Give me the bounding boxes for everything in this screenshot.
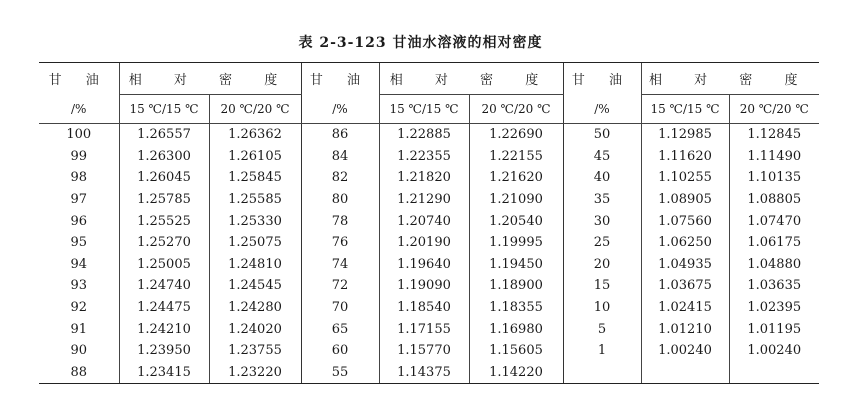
density-20-cell: 1.15605 (469, 340, 563, 362)
table-row (39, 167, 819, 189)
density-15-cell: 1.25005 (119, 254, 209, 276)
glycerol-header-2: 甘 油 (301, 63, 379, 95)
glycerol-pct-cell: 5 (563, 318, 641, 340)
glycerol-pct-cell: 30 (563, 210, 641, 232)
density-15-cell: 1.03675 (641, 275, 729, 297)
table-body (39, 124, 819, 384)
glycerol-pct-cell: 10 (563, 297, 641, 319)
glycerol-pct-cell: 65 (301, 318, 379, 340)
density-15-cell: 1.22355 (379, 146, 469, 168)
table-row (39, 146, 819, 168)
density-15-cell: 1.01210 (641, 318, 729, 340)
glycerol-pct-cell: 93 (70, 278, 88, 294)
density-20-cell: 1.14220 (469, 362, 563, 384)
density-15-cell: 1.18540 (379, 297, 469, 319)
glycerol-pct-cell: 80 (301, 189, 379, 211)
density-20-cell: 1.24545 (209, 275, 301, 297)
density-15-cell: 1.23415 (119, 362, 209, 384)
glycerol-pct-cell: 97 (70, 192, 88, 208)
table-row (39, 340, 819, 362)
glycerol-pct-cell: 98 (70, 170, 88, 186)
density-20-cell: 1.02395 (729, 297, 819, 319)
glycerol-header-1: 甘 油 (39, 63, 119, 95)
table-row (39, 189, 819, 211)
density-20-cell: 1.23755 (209, 340, 301, 362)
col-20-20-header-3: 20 ℃/20 ℃ (729, 95, 819, 124)
density-20-cell: 1.21620 (469, 167, 563, 189)
glycerol-pct-cell: 78 (301, 210, 379, 232)
density-15-cell: 1.25270 (119, 232, 209, 254)
table-row (39, 362, 819, 384)
glycerol-pct-cell: 1 (563, 340, 641, 362)
density-20-cell: 1.18355 (469, 297, 563, 319)
density-20-cell: 1.23220 (209, 362, 301, 384)
glycerol-pct-cell: 84 (301, 146, 379, 168)
density-15-cell: 1.04935 (641, 254, 729, 276)
density-20-cell: 1.04880 (729, 254, 819, 276)
density-15-cell: 1.06250 (641, 232, 729, 254)
glycerol-pct-cell (563, 362, 641, 384)
glycerol-pct-cell: 70 (301, 297, 379, 319)
glycerol-pct-cell: 55 (301, 362, 379, 384)
glycerol-pct-cell: 20 (563, 254, 641, 276)
density-20-cell: 1.08805 (729, 189, 819, 211)
glycerol-density-table (39, 62, 819, 384)
density-20-cell: 1.10135 (729, 167, 819, 189)
density-15-cell: 1.19090 (379, 275, 469, 297)
glycerol-pct-cell: 60 (301, 340, 379, 362)
glycerol-pct-cell: 74 (301, 254, 379, 276)
density-20-cell: 1.25585 (209, 189, 301, 211)
density-15-cell: 1.26557 (119, 124, 209, 146)
table-row (39, 254, 819, 276)
glycerol-pct-cell: 15 (563, 275, 641, 297)
density-15-cell: 1.21290 (379, 189, 469, 211)
glycerol-pct-cell: 92 (70, 300, 88, 316)
table-row (39, 124, 819, 146)
glycerol-pct-cell: 96 (70, 213, 88, 229)
density-15-cell: 1.20190 (379, 232, 469, 254)
glycerol-pct-cell: 72 (301, 275, 379, 297)
density-15-cell: 1.17155 (379, 318, 469, 340)
density-20-cell: 1.16980 (469, 318, 563, 340)
density-20-cell: 1.24280 (209, 297, 301, 319)
density-15-cell (641, 362, 729, 384)
density-15-cell: 1.11620 (641, 146, 729, 168)
density-20-cell: 1.18900 (469, 275, 563, 297)
glycerol-pct-cell: 25 (563, 232, 641, 254)
density-20-cell: 1.11490 (729, 146, 819, 168)
density-15-cell: 1.24740 (119, 275, 209, 297)
density-15-cell: 1.24475 (119, 297, 209, 319)
density-15-cell: 1.12985 (641, 124, 729, 146)
glycerol-pct-cell: 40 (563, 167, 641, 189)
glycerol-pct-cell: 45 (563, 146, 641, 168)
density-20-cell: 1.06175 (729, 232, 819, 254)
density-20-cell: 1.26105 (209, 146, 301, 168)
relative-density-header-1: 相 对 密 度 (119, 63, 301, 95)
glycerol-pct-cell: 100 (66, 127, 92, 143)
table-row (39, 232, 819, 254)
density-15-cell: 1.26300 (119, 146, 209, 168)
density-20-cell (729, 362, 819, 384)
glycerol-pct-cell: 94 (70, 256, 88, 272)
density-20-cell: 1.01195 (729, 318, 819, 340)
glycerol-pct-cell: 90 (70, 343, 88, 359)
relative-density-header-2: 相 对 密 度 (379, 63, 563, 95)
density-20-cell: 1.07470 (729, 210, 819, 232)
glycerol-pct-cell: 50 (563, 124, 641, 146)
density-20-cell: 1.20540 (469, 210, 563, 232)
density-15-cell: 1.21820 (379, 167, 469, 189)
density-20-cell: 1.00240 (729, 340, 819, 362)
density-20-cell: 1.25845 (209, 167, 301, 189)
percent-unit-1: /% (39, 95, 119, 124)
density-20-cell: 1.19995 (469, 232, 563, 254)
glycerol-pct-cell: 95 (70, 235, 88, 251)
density-20-cell: 1.19450 (469, 254, 563, 276)
glycerol-pct-cell: 82 (301, 167, 379, 189)
table-row (39, 275, 819, 297)
density-15-cell: 1.26045 (119, 167, 209, 189)
percent-unit-3: /% (563, 95, 641, 124)
density-15-cell: 1.19640 (379, 254, 469, 276)
relative-density-header-3: 相 对 密 度 (641, 63, 819, 95)
density-15-cell: 1.22885 (379, 124, 469, 146)
glycerol-pct-cell: 99 (70, 148, 88, 164)
density-20-cell: 1.26362 (209, 124, 301, 146)
density-15-cell: 1.24210 (119, 318, 209, 340)
density-15-cell: 1.23950 (119, 340, 209, 362)
density-15-cell: 1.08905 (641, 189, 729, 211)
density-15-cell: 1.25525 (119, 210, 209, 232)
density-15-cell: 1.20740 (379, 210, 469, 232)
col-20-20-header-2: 20 ℃/20 ℃ (469, 95, 563, 124)
col-15-15-header-2: 15 ℃/15 ℃ (379, 95, 469, 124)
density-15-cell: 1.15770 (379, 340, 469, 362)
glycerol-pct-cell: 86 (301, 124, 379, 146)
glycerol-pct-cell: 88 (39, 362, 119, 384)
density-20-cell: 1.22690 (469, 124, 563, 146)
percent-unit-2: /% (301, 95, 379, 124)
density-15-cell: 1.25785 (119, 189, 209, 211)
glycerol-pct-cell: 76 (301, 232, 379, 254)
density-20-cell: 1.25075 (209, 232, 301, 254)
density-15-cell: 1.00240 (641, 340, 729, 362)
table-row (39, 210, 819, 232)
density-15-cell: 1.02415 (641, 297, 729, 319)
col-15-15-header-3: 15 ℃/15 ℃ (641, 95, 729, 124)
glycerol-pct-cell: 91 (70, 321, 88, 337)
table-row (39, 318, 819, 340)
col-15-15-header-1: 15 ℃/15 ℃ (119, 95, 209, 124)
density-20-cell: 1.12845 (729, 124, 819, 146)
density-20-cell: 1.21090 (469, 189, 563, 211)
glycerol-header-3: 甘 油 (563, 63, 641, 95)
table-row (39, 297, 819, 319)
col-20-20-header-1: 20 ℃/20 ℃ (209, 95, 301, 124)
density-20-cell: 1.25330 (209, 210, 301, 232)
density-20-cell: 1.24810 (209, 254, 301, 276)
table-title: 表 2-3-123 甘油水溶液的相对密度 (298, 35, 543, 51)
density-15-cell: 1.07560 (641, 210, 729, 232)
glycerol-pct-cell: 35 (563, 189, 641, 211)
density-20-cell: 1.22155 (469, 146, 563, 168)
density-20-cell: 1.24020 (209, 318, 301, 340)
density-15-cell: 1.14375 (379, 362, 469, 384)
density-20-cell: 1.03635 (729, 275, 819, 297)
density-15-cell: 1.10255 (641, 167, 729, 189)
